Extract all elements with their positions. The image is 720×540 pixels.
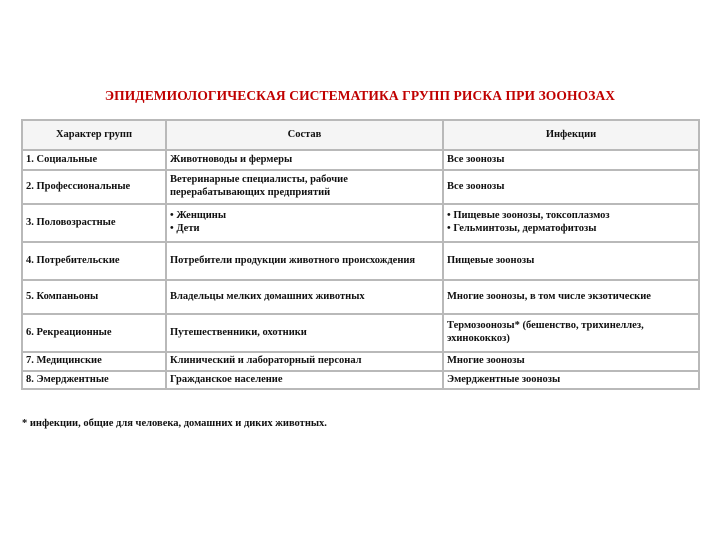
cell-composition: [166, 242, 443, 280]
cell-infections: [443, 371, 699, 390]
cell-group-type: 3. Половозрастные: [22, 204, 166, 242]
table-row: [22, 150, 699, 170]
page-title: ЭПИДЕМИОЛОГИЧЕСКАЯ СИСТЕМАТИКА ГРУПП РИСКА ПРИ ЗООНОЗАХ: [104, 88, 616, 103]
infections-line: Многие зоонозы, в том числе экзотические: [447, 290, 651, 302]
composition-line: Путешественники, охотники: [170, 326, 307, 338]
cell-composition: [166, 371, 443, 390]
infections-line: Все зоонозы: [447, 180, 505, 192]
cell-composition: [166, 204, 443, 242]
cell-group-type: 1. Социальные: [22, 150, 166, 170]
cell-composition: [166, 150, 443, 170]
infections-line: Эмерджентные зоонозы: [447, 373, 561, 385]
cell-infections: [443, 280, 699, 314]
table-row: [22, 371, 699, 390]
infections-line: Термозоонозы* (бешенство, трихинеллез, эхинококкоз): [447, 320, 644, 344]
cell-composition: [166, 280, 443, 314]
header-infections: Инфекции: [443, 120, 699, 150]
composition-line: Клинический и лабораторный персонал: [170, 355, 362, 366]
composition-line: Ветеринарные специалисты, рабочие перерабатывающих предприятий: [170, 174, 348, 198]
cell-composition: [166, 170, 443, 204]
cell-infections: [443, 314, 699, 352]
infections-line: Все зоонозы: [447, 153, 505, 165]
risk-groups-table: [21, 119, 700, 390]
cell-group-type: 8. Эмерджентные: [22, 371, 166, 390]
table-row: [22, 242, 699, 280]
infections-line: Многие зоонозы: [447, 355, 525, 366]
composition-line: Гражданское население: [170, 373, 283, 385]
cell-group-type: 5. Компаньоны: [22, 280, 166, 314]
infections-line: Пищевые зоонозы: [447, 254, 535, 266]
footnote: * инфекции, общие для человека, домашних и диких животных.: [22, 418, 327, 429]
cell-infections: [443, 352, 699, 371]
table-header-row: [22, 120, 699, 150]
cell-group-type: 4. Потребительские: [22, 242, 166, 280]
cell-group-type: 7. Медицинские: [22, 352, 166, 371]
infections-line: • Гельминтозы, дерматофитозы: [447, 223, 695, 236]
cell-group-type: 2. Профессиональные: [22, 170, 166, 204]
table-row: [22, 280, 699, 314]
cell-group-type: 6. Рекреационные: [22, 314, 166, 352]
cell-composition: [166, 314, 443, 352]
table-row: [22, 204, 699, 242]
header-group-type: Характер групп: [22, 120, 166, 150]
composition-line: • Дети: [170, 223, 439, 236]
table-row: [22, 352, 699, 371]
table-row: [22, 170, 699, 204]
cell-infections: [443, 242, 699, 280]
composition-line: Животноводы и фермеры: [170, 153, 293, 165]
cell-composition: [166, 352, 443, 371]
infections-line: • Пищевые зоонозы, токсоплазмоз: [447, 210, 695, 223]
composition-line: Владельцы мелких домашних животных: [170, 290, 365, 302]
cell-infections: [443, 170, 699, 204]
cell-infections: [443, 150, 699, 170]
composition-line: • Женщины: [170, 210, 439, 223]
table-row: [22, 314, 699, 352]
header-composition: Состав: [166, 120, 443, 150]
composition-line: Потребители продукции животного происхождения: [170, 254, 416, 266]
cell-infections: [443, 204, 699, 242]
